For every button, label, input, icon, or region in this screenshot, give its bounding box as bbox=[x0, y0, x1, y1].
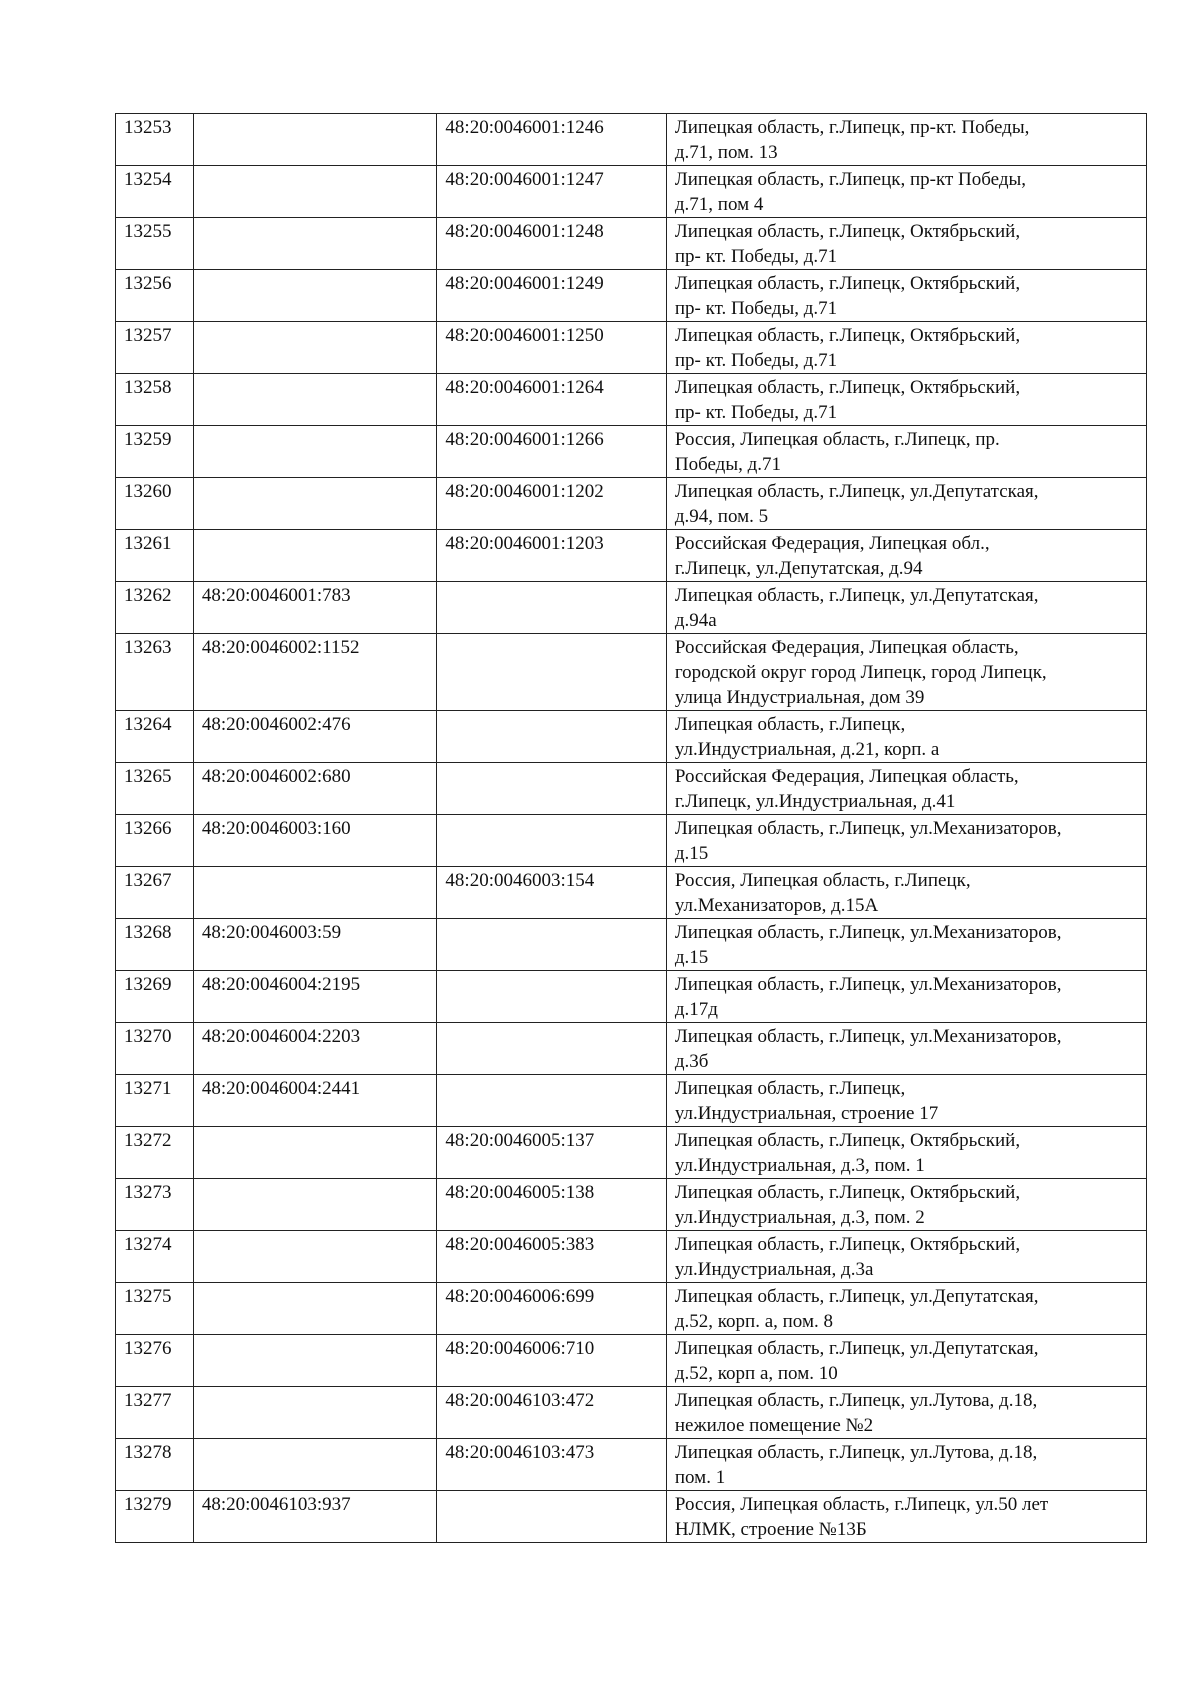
address-cell bbox=[666, 166, 1146, 218]
address-cell bbox=[666, 582, 1146, 634]
land-cadastral-number-cell: 48:20:0046003:160 bbox=[193, 815, 437, 867]
address-line: Липецкая область, г.Липецк, Октябрьский, bbox=[674, 221, 1021, 242]
table-row bbox=[116, 374, 1147, 426]
address-line: Россия, Липецкая область, г.Липецк, bbox=[674, 870, 971, 891]
land-cadastral-number-cell: 48:20:0046004:2203 bbox=[193, 1023, 437, 1075]
land-cadastral-number-cell bbox=[193, 322, 437, 374]
address-line: г.Липецк, ул.Депутатская, д.94 bbox=[674, 558, 923, 579]
address-cell bbox=[666, 1075, 1146, 1127]
building-cadastral-number-cell bbox=[437, 763, 666, 815]
table-row bbox=[116, 218, 1147, 270]
address-cell bbox=[666, 1179, 1146, 1231]
land-cadastral-number-cell: 48:20:0046002:1152 bbox=[193, 634, 437, 711]
address-cell bbox=[666, 867, 1146, 919]
address-line: Липецкая область, г.Липецк, ул.Депутатская, bbox=[674, 1338, 1039, 1359]
building-cadastral-number-cell: 48:20:0046006:699 bbox=[437, 1283, 666, 1335]
row-number-cell: 13273 bbox=[116, 1179, 194, 1231]
address-line: д.94а bbox=[674, 610, 717, 631]
address-line: Липецкая область, г.Липецк, ул.Механизаторов, bbox=[674, 1026, 1062, 1047]
row-number-cell: 13253 bbox=[116, 114, 194, 166]
address-line: Липецкая область, г.Липецк, ул.Лутова, д.18, bbox=[674, 1390, 1038, 1411]
row-number-cell: 13264 bbox=[116, 711, 194, 763]
row-number-cell: 13257 bbox=[116, 322, 194, 374]
row-number-cell: 13278 bbox=[116, 1439, 194, 1491]
address-line: пр- кт. Победы, д.71 bbox=[674, 402, 838, 423]
address-cell bbox=[666, 1127, 1146, 1179]
row-number-cell: 13263 bbox=[116, 634, 194, 711]
table-body bbox=[116, 114, 1147, 1543]
address-cell bbox=[666, 218, 1146, 270]
address-cell bbox=[666, 711, 1146, 763]
address-line: Липецкая область, г.Липецк, ул.Механизаторов, bbox=[674, 974, 1062, 995]
land-cadastral-number-cell: 48:20:0046002:680 bbox=[193, 763, 437, 815]
row-number-cell: 13271 bbox=[116, 1075, 194, 1127]
building-cadastral-number-cell bbox=[437, 1491, 666, 1543]
table-row bbox=[116, 166, 1147, 218]
address-line: д.52, корп а, пом. 10 bbox=[674, 1363, 838, 1384]
land-cadastral-number-cell bbox=[193, 426, 437, 478]
row-number-cell: 13268 bbox=[116, 919, 194, 971]
row-number-cell: 13274 bbox=[116, 1231, 194, 1283]
address-cell bbox=[666, 1491, 1146, 1543]
address-line: пом. 1 bbox=[674, 1467, 726, 1488]
address-line: Липецкая область, г.Липецк, bbox=[674, 1078, 906, 1099]
table-row bbox=[116, 478, 1147, 530]
table-row bbox=[116, 582, 1147, 634]
land-cadastral-number-cell bbox=[193, 1387, 437, 1439]
row-number-cell: 13275 bbox=[116, 1283, 194, 1335]
address-line: ул.Индустриальная, строение 17 bbox=[674, 1103, 939, 1124]
building-cadastral-number-cell bbox=[437, 1075, 666, 1127]
land-cadastral-number-cell bbox=[193, 867, 437, 919]
row-number-cell: 13272 bbox=[116, 1127, 194, 1179]
address-line: д.71, пом. 13 bbox=[674, 142, 778, 163]
land-cadastral-number-cell: 48:20:0046004:2441 bbox=[193, 1075, 437, 1127]
address-line: ул.Индустриальная, д.3, пом. 1 bbox=[674, 1155, 925, 1176]
row-number-cell: 13266 bbox=[116, 815, 194, 867]
address-cell bbox=[666, 1023, 1146, 1075]
row-number-cell: 13277 bbox=[116, 1387, 194, 1439]
row-number-cell: 13279 bbox=[116, 1491, 194, 1543]
building-cadastral-number-cell: 48:20:0046103:472 bbox=[437, 1387, 666, 1439]
table-row bbox=[116, 1439, 1147, 1491]
row-number-cell: 13270 bbox=[116, 1023, 194, 1075]
address-line: Липецкая область, г.Липецк, Октябрьский, bbox=[674, 1234, 1021, 1255]
row-number-cell: 13262 bbox=[116, 582, 194, 634]
address-cell bbox=[666, 815, 1146, 867]
address-line: Липецкая область, г.Липецк, ул.Механизаторов, bbox=[674, 818, 1062, 839]
table-row bbox=[116, 1283, 1147, 1335]
table-row bbox=[116, 1491, 1147, 1543]
building-cadastral-number-cell: 48:20:0046001:1266 bbox=[437, 426, 666, 478]
address-cell bbox=[666, 763, 1146, 815]
address-cell bbox=[666, 1335, 1146, 1387]
address-line: ул.Индустриальная, д.3а bbox=[674, 1259, 874, 1280]
land-cadastral-number-cell bbox=[193, 1179, 437, 1231]
address-line: Липецкая область, г.Липецк, Октябрьский, bbox=[674, 377, 1021, 398]
table-row bbox=[116, 711, 1147, 763]
building-cadastral-number-cell: 48:20:0046001:1250 bbox=[437, 322, 666, 374]
row-number-cell: 13255 bbox=[116, 218, 194, 270]
table-row bbox=[116, 426, 1147, 478]
table-row bbox=[116, 322, 1147, 374]
address-line: д.52, корп. а, пом. 8 bbox=[674, 1311, 833, 1332]
address-line: ул.Индустриальная, д.21, корп. а bbox=[674, 739, 940, 760]
address-line: д.17д bbox=[674, 999, 718, 1020]
row-number-cell: 13261 bbox=[116, 530, 194, 582]
address-line: г.Липецк, ул.Индустриальная, д.41 bbox=[674, 791, 956, 812]
table-row bbox=[116, 1231, 1147, 1283]
address-line: Липецкая область, г.Липецк, Октябрьский, bbox=[674, 325, 1021, 346]
address-cell bbox=[666, 1387, 1146, 1439]
building-cadastral-number-cell bbox=[437, 711, 666, 763]
building-cadastral-number-cell bbox=[437, 971, 666, 1023]
address-line: Липецкая область, г.Липецк, Октябрьский, bbox=[674, 273, 1021, 294]
address-line: Липецкая область, г.Липецк, bbox=[674, 714, 906, 735]
address-line: Липецкая область, г.Липецк, ул.Механизаторов, bbox=[674, 922, 1062, 943]
table-row bbox=[116, 1387, 1147, 1439]
address-cell bbox=[666, 919, 1146, 971]
land-cadastral-number-cell: 48:20:0046001:783 bbox=[193, 582, 437, 634]
address-line: ул.Индустриальная, д.3, пом. 2 bbox=[674, 1207, 925, 1228]
land-cadastral-number-cell bbox=[193, 530, 437, 582]
address-line: городской округ город Липецк, город Липецк, bbox=[674, 662, 1047, 683]
building-cadastral-number-cell: 48:20:0046103:473 bbox=[437, 1439, 666, 1491]
building-cadastral-number-cell bbox=[437, 1023, 666, 1075]
land-cadastral-number-cell bbox=[193, 374, 437, 426]
address-line: Россия, Липецкая область, г.Липецк, пр. bbox=[674, 429, 1000, 450]
address-cell bbox=[666, 322, 1146, 374]
table-row bbox=[116, 530, 1147, 582]
table-row bbox=[116, 1335, 1147, 1387]
row-number-cell: 13259 bbox=[116, 426, 194, 478]
address-cell bbox=[666, 478, 1146, 530]
land-cadastral-number-cell: 48:20:0046003:59 bbox=[193, 919, 437, 971]
address-line: пр- кт. Победы, д.71 bbox=[674, 350, 838, 371]
table-row bbox=[116, 1075, 1147, 1127]
property-table bbox=[115, 113, 1147, 1543]
land-cadastral-number-cell bbox=[193, 1335, 437, 1387]
address-line: Липецкая область, г.Липецк, Октябрьский, bbox=[674, 1130, 1021, 1151]
row-number-cell: 13269 bbox=[116, 971, 194, 1023]
table-row bbox=[116, 919, 1147, 971]
land-cadastral-number-cell: 48:20:0046002:476 bbox=[193, 711, 437, 763]
address-line: Российская Федерация, Липецкая обл., bbox=[674, 533, 990, 554]
building-cadastral-number-cell bbox=[437, 919, 666, 971]
address-line: Липецкая область, г.Липецк, ул.Депутатская, bbox=[674, 1286, 1039, 1307]
land-cadastral-number-cell bbox=[193, 270, 437, 322]
land-cadastral-number-cell bbox=[193, 1283, 437, 1335]
table-row bbox=[116, 114, 1147, 166]
address-cell bbox=[666, 971, 1146, 1023]
address-line: улица Индустриальная, дом 39 bbox=[674, 687, 925, 708]
row-number-cell: 13258 bbox=[116, 374, 194, 426]
address-cell bbox=[666, 426, 1146, 478]
table-row bbox=[116, 270, 1147, 322]
address-line: д.71, пом 4 bbox=[674, 194, 764, 215]
table-row bbox=[116, 763, 1147, 815]
address-line: Липецкая область, г.Липецк, пр-кт. Победы, bbox=[674, 117, 1030, 138]
table-row bbox=[116, 1023, 1147, 1075]
address-line: Российская Федерация, Липецкая область, bbox=[674, 637, 1019, 658]
building-cadastral-number-cell: 48:20:0046005:383 bbox=[437, 1231, 666, 1283]
address-line: ул.Механизаторов, д.15А bbox=[674, 895, 879, 916]
building-cadastral-number-cell: 48:20:0046001:1246 bbox=[437, 114, 666, 166]
address-cell bbox=[666, 114, 1146, 166]
row-number-cell: 13265 bbox=[116, 763, 194, 815]
address-line: НЛМК, строение №13Б bbox=[674, 1519, 867, 1540]
building-cadastral-number-cell bbox=[437, 634, 666, 711]
building-cadastral-number-cell: 48:20:0046005:138 bbox=[437, 1179, 666, 1231]
row-number-cell: 13267 bbox=[116, 867, 194, 919]
address-line: Липецкая область, г.Липецк, пр-кт Победы, bbox=[674, 169, 1027, 190]
row-number-cell: 13276 bbox=[116, 1335, 194, 1387]
address-line: д.15 bbox=[674, 947, 709, 968]
address-cell bbox=[666, 1283, 1146, 1335]
building-cadastral-number-cell: 48:20:0046001:1202 bbox=[437, 478, 666, 530]
address-line: Липецкая область, г.Липецк, ул.Лутова, д.18, bbox=[674, 1442, 1038, 1463]
building-cadastral-number-cell: 48:20:0046001:1247 bbox=[437, 166, 666, 218]
building-cadastral-number-cell: 48:20:0046001:1203 bbox=[437, 530, 666, 582]
row-number-cell: 13260 bbox=[116, 478, 194, 530]
land-cadastral-number-cell bbox=[193, 1439, 437, 1491]
address-cell bbox=[666, 1231, 1146, 1283]
building-cadastral-number-cell: 48:20:0046001:1249 bbox=[437, 270, 666, 322]
table-row bbox=[116, 634, 1147, 711]
address-line: д.3б bbox=[674, 1051, 709, 1072]
address-line: Липецкая область, г.Липецк, ул.Депутатская, bbox=[674, 481, 1039, 502]
table-row bbox=[116, 867, 1147, 919]
land-cadastral-number-cell bbox=[193, 478, 437, 530]
land-cadastral-number-cell bbox=[193, 166, 437, 218]
address-line: Липецкая область, г.Липецк, ул.Депутатская, bbox=[674, 585, 1039, 606]
address-cell bbox=[666, 270, 1146, 322]
land-cadastral-number-cell: 48:20:0046103:937 bbox=[193, 1491, 437, 1543]
address-line: пр- кт. Победы, д.71 bbox=[674, 298, 838, 319]
building-cadastral-number-cell: 48:20:0046003:154 bbox=[437, 867, 666, 919]
building-cadastral-number-cell: 48:20:0046001:1264 bbox=[437, 374, 666, 426]
address-cell bbox=[666, 530, 1146, 582]
building-cadastral-number-cell: 48:20:0046006:710 bbox=[437, 1335, 666, 1387]
address-line: д.94, пом. 5 bbox=[674, 506, 769, 527]
table-row bbox=[116, 815, 1147, 867]
address-line: Российская Федерация, Липецкая область, bbox=[674, 766, 1019, 787]
address-cell bbox=[666, 634, 1146, 711]
address-line: нежилое помещение №2 bbox=[674, 1415, 874, 1436]
building-cadastral-number-cell bbox=[437, 582, 666, 634]
table-row bbox=[116, 1127, 1147, 1179]
land-cadastral-number-cell bbox=[193, 218, 437, 270]
building-cadastral-number-cell bbox=[437, 815, 666, 867]
address-line: Липецкая область, г.Липецк, Октябрьский, bbox=[674, 1182, 1021, 1203]
land-cadastral-number-cell bbox=[193, 1127, 437, 1179]
row-number-cell: 13256 bbox=[116, 270, 194, 322]
address-cell bbox=[666, 374, 1146, 426]
address-line: Победы, д.71 bbox=[674, 454, 782, 475]
building-cadastral-number-cell: 48:20:0046005:137 bbox=[437, 1127, 666, 1179]
land-cadastral-number-cell bbox=[193, 114, 437, 166]
table-row bbox=[116, 971, 1147, 1023]
land-cadastral-number-cell: 48:20:0046004:2195 bbox=[193, 971, 437, 1023]
land-cadastral-number-cell bbox=[193, 1231, 437, 1283]
row-number-cell: 13254 bbox=[116, 166, 194, 218]
address-cell bbox=[666, 1439, 1146, 1491]
address-line: Россия, Липецкая область, г.Липецк, ул.50 лет bbox=[674, 1494, 1049, 1515]
address-line: д.15 bbox=[674, 843, 709, 864]
building-cadastral-number-cell: 48:20:0046001:1248 bbox=[437, 218, 666, 270]
address-line: пр- кт. Победы, д.71 bbox=[674, 246, 838, 267]
table-row bbox=[116, 1179, 1147, 1231]
